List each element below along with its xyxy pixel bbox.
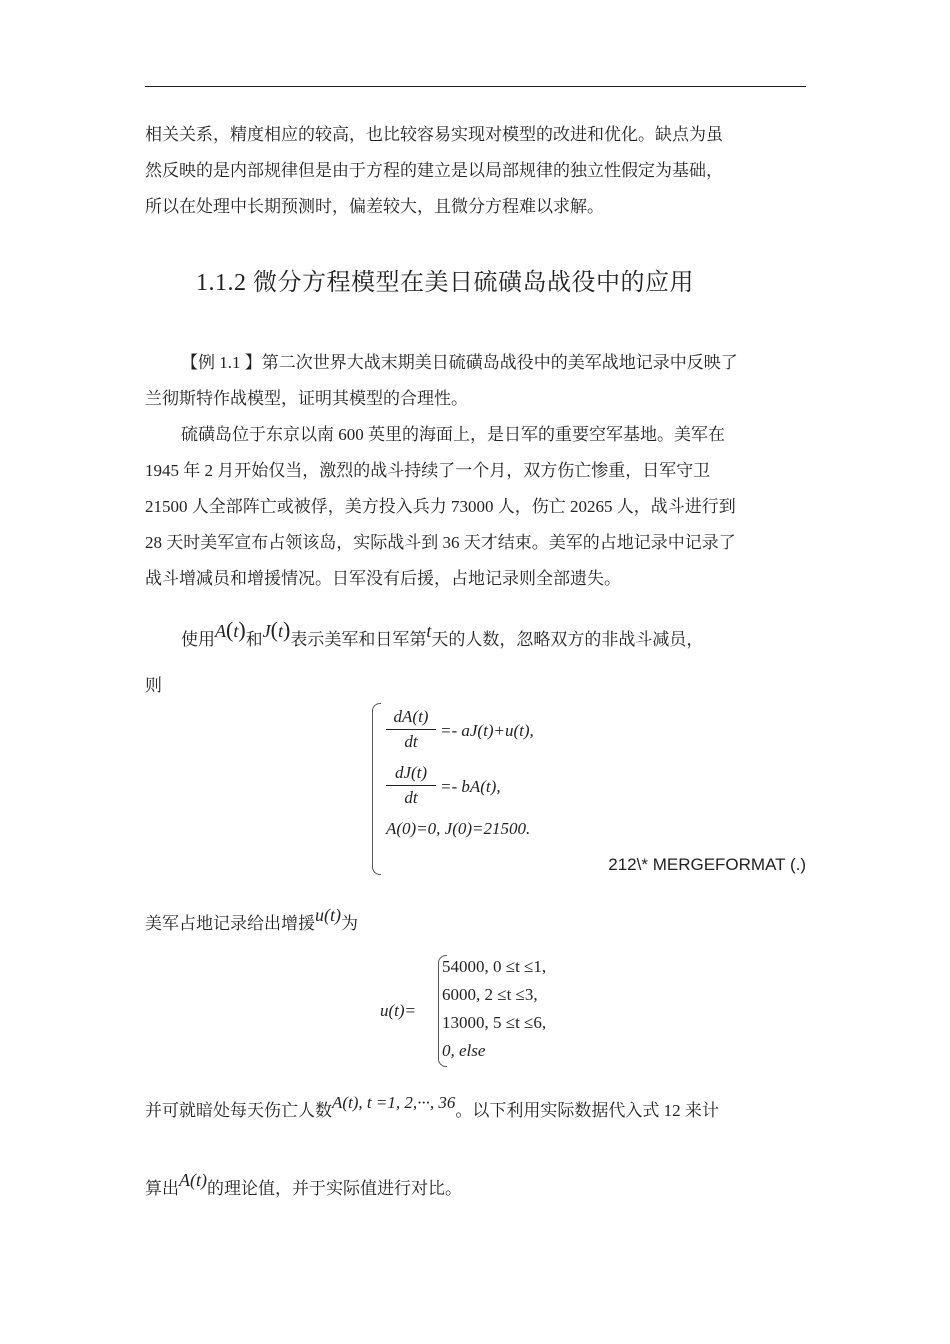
calc-paragraph bbox=[145, 1170, 806, 1207]
ode-system bbox=[372, 703, 612, 873]
text-line: 兰彻斯特作战模型，证明其模型的合理性。 bbox=[145, 389, 468, 408]
piecewise-system bbox=[380, 955, 610, 1070]
eq3-initial-conditions: A(0)=0, J(0)=21500. bbox=[386, 819, 531, 838]
text-line: 28 天时美军宣布占领该岛，实际战斗到 36 天才结束。美军的占地记录中记录了 bbox=[145, 533, 736, 552]
text-line: 1945 年 2 月开始仅当，激烈的战斗持续了一个月，双方伤亡惨重，日军守卫 bbox=[145, 461, 711, 480]
fraction-dJ-dt bbox=[386, 763, 436, 808]
denominator: dt bbox=[404, 732, 418, 751]
numerator: dA(t) bbox=[386, 707, 436, 730]
case-4: 0, else bbox=[442, 1041, 486, 1060]
fraction-dA-dt bbox=[386, 707, 436, 752]
example-paragraph bbox=[145, 345, 806, 417]
reinforcement-paragraph bbox=[145, 905, 806, 942]
text-line: 相关关系，精度相应的较高，也比较容易实现对模型的改进和优化。缺点为虽 bbox=[145, 125, 723, 144]
text-line: 21500 人全部阵亡或被俘，美方投入兵力 73000 人，伤亡 20265 人，战斗进行到 bbox=[145, 497, 736, 516]
text-line: 【例 1.1 】第二次世界大战末期美日硫磺岛战役中的美军战地记录中反映了 bbox=[181, 353, 738, 372]
var-J: J bbox=[262, 621, 271, 641]
eq1-rhs: =- aJ(t)+u(t), bbox=[440, 721, 534, 740]
section-heading: 1.1.2 微分方程模型在美日硫磺岛战役中的应用 bbox=[196, 270, 694, 296]
usage-suffix: 天的人数，忽略双方的非战斗减员， bbox=[431, 630, 704, 649]
var-A: A bbox=[215, 621, 226, 641]
deaths-line bbox=[145, 1093, 806, 1129]
case-1: 54000, 0 ≤t ≤1, bbox=[442, 957, 547, 976]
top-paragraph bbox=[145, 117, 806, 225]
denominator: dt bbox=[404, 788, 418, 807]
case-2: 6000, 2 ≤t ≤3, bbox=[442, 985, 538, 1004]
background-paragraph bbox=[145, 417, 806, 597]
deaths-formula: A(t), t =1, 2,···, 36 bbox=[332, 1093, 456, 1112]
var-t: t bbox=[426, 621, 432, 641]
equation-number: 212\* MERGEFORMAT (.) bbox=[608, 855, 806, 874]
usage-paragraph bbox=[145, 617, 806, 704]
var-u: u(t) bbox=[315, 905, 341, 925]
header-rule bbox=[145, 86, 806, 87]
reinforcement-suffix: 为 bbox=[341, 914, 358, 933]
deaths-prefix: 并可就暗处每天伤亡人数 bbox=[145, 1101, 332, 1120]
var-t: t bbox=[278, 621, 284, 641]
eq2-rhs: =- bA(t), bbox=[440, 777, 501, 796]
usage-line: 使用A(t)和J(t)表示美军和日军第t天的人数，忽略双方的非战斗减员， bbox=[181, 617, 704, 649]
reinforcement-prefix: 美军占地记录给出增援 bbox=[145, 914, 315, 933]
deaths-paragraph bbox=[145, 1093, 806, 1129]
usage-middle: 表示美军和日军第 bbox=[290, 630, 427, 649]
numerator: dJ(t) bbox=[386, 763, 436, 786]
reinforcement-line bbox=[145, 905, 806, 942]
piecewise-lhs: u(t)= bbox=[380, 1001, 417, 1020]
calc-line bbox=[145, 1170, 806, 1207]
var-t: t bbox=[233, 621, 239, 641]
usage-prefix: 使用 bbox=[181, 630, 215, 649]
usage-line2: 则 bbox=[145, 676, 162, 695]
left-brace bbox=[372, 703, 381, 875]
calc-prefix: 算出 bbox=[145, 1179, 179, 1198]
text-line: 然反映的是内部规律但是由于方程的建立是以局部规律的独立性假定为基础， bbox=[145, 161, 723, 180]
deaths-suffix: 。以下利用实际数据代入式 12 来计 bbox=[455, 1101, 719, 1120]
usage-and: 和 bbox=[245, 630, 263, 649]
var-A-t: A(t) bbox=[179, 1170, 207, 1190]
text-line: 战斗增减员和增援情况。日军没有后援，占地记录则全部遗失。 bbox=[145, 569, 621, 588]
text-line: 所以在处理中长期预测时，偏差较大，且微分方程难以求解。 bbox=[145, 197, 604, 216]
text-line: 硫磺岛位于东京以南 600 英里的海面上，是日军的重要空军基地。美军在 bbox=[181, 425, 725, 444]
case-3: 13000, 5 ≤t ≤6, bbox=[442, 1013, 547, 1032]
calc-suffix: 的理论值，并于实际值进行对比。 bbox=[206, 1179, 462, 1198]
